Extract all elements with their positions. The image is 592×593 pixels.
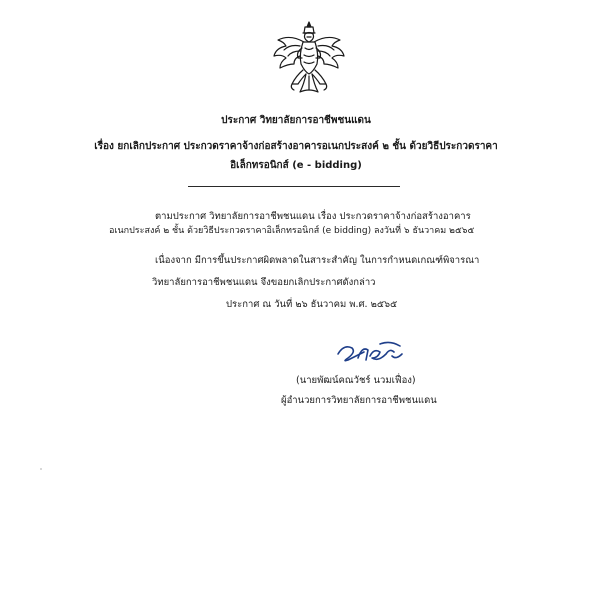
signer-position: ผู้อำนวยการวิทยาลัยการอาชีพชนแดน xyxy=(281,395,437,406)
announce-date: ประกาศ ณ วันที่ ๒๖ ธันวาคม พ.ศ. ๒๕๖๕ xyxy=(226,299,398,310)
paragraph-2-line-1: เนื่องจาก มีการขึ้นประกาศผิดพลาดในสาระสำคัญ ในการกำหนดเกณฑ์พิจารณา xyxy=(155,255,480,266)
scan-speck xyxy=(40,468,42,470)
signer-name: (นายพัฒน์คณวัชร์ นวมเฟื่อง) xyxy=(296,375,416,386)
paragraph-2-line-2: วิทยาลัยการอาชีพชนแดน จึงขอยกเลิกประกาศดังกล่าว xyxy=(152,277,376,288)
subject-line-2: อิเล็กทรอนิกส์ (e - bidding) xyxy=(230,160,362,171)
announcer-title: ประกาศ วิทยาลัยการอาชีพชนแดน xyxy=(221,115,371,126)
divider-line xyxy=(188,186,400,187)
garuda-emblem-icon xyxy=(270,18,348,96)
handwritten-signature xyxy=(334,336,406,370)
paragraph-1-line-1: ตามประกาศ วิทยาลัยการอาชีพชนแดน เรื่อง ประกวดราคาจ้างก่อสร้างอาคาร xyxy=(155,211,471,222)
paragraph-1-line-2: อเนกประสงค์ ๒ ชั้น ด้วยวิธีประกวดราคาอิเล็กทรอนิกส์ (e bidding) ลงวันที่ ๖ ธันวาคม ๒๕๖๕ xyxy=(109,226,475,236)
subject-line-1: เรื่อง ยกเลิกประกาศ ประกวดราคาจ้างก่อสร้างอาคารอเนกประสงค์ ๒ ชั้น ด้วยวิธีประกวดราคา xyxy=(94,141,498,152)
